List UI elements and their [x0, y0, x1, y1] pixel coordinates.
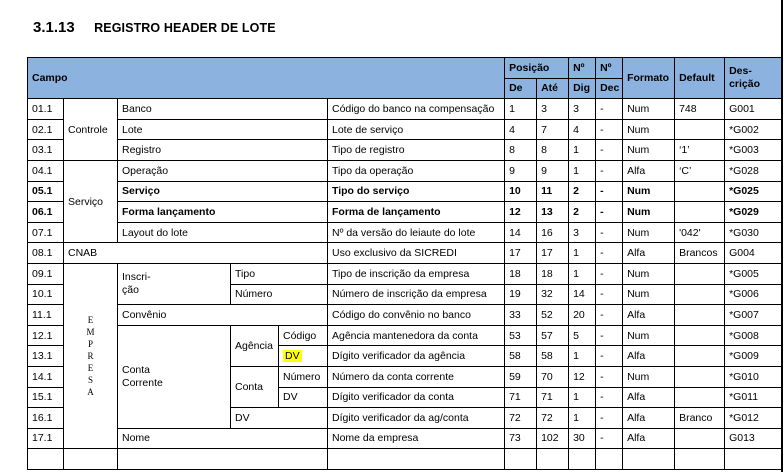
group-conta-corrente: Conta Corrente [118, 325, 231, 428]
table-cell: 03.1 [28, 140, 64, 161]
table-cell: '042' [675, 222, 725, 243]
header-campo: Campo [28, 58, 505, 99]
table-cell: 11.1 [28, 305, 64, 326]
table-cell: Alfa [623, 387, 675, 408]
table-cell: Número [231, 284, 328, 305]
table-cell: 17.1 [28, 428, 64, 449]
table-cell: *G007 [725, 305, 782, 326]
table-cell: 9 [505, 160, 537, 181]
table-cell: G001 [725, 99, 782, 120]
table-cell: Num [623, 284, 675, 305]
table-cell: - [596, 160, 623, 181]
table-cell: Alfa [623, 160, 675, 181]
table-cell: - [596, 346, 623, 367]
table-cell: Nº da versão do leiaute do lote [328, 222, 505, 243]
table-cell: 12 [569, 366, 596, 387]
table-cell: 9 [537, 160, 569, 181]
table-row [28, 305, 782, 326]
table-cell: - [596, 119, 623, 140]
table-cell: Operação [118, 160, 328, 181]
table-row [28, 222, 782, 243]
table-cell: DV [279, 387, 328, 408]
table-cell: Branco [675, 408, 725, 429]
table-cell: 8 [505, 140, 537, 161]
highlighted-dv: DV [285, 350, 300, 363]
header-ate: Até [537, 78, 569, 99]
table-cell: - [596, 243, 623, 264]
table-cell: 01.1 [28, 99, 64, 120]
table-cell: - [596, 387, 623, 408]
table-cell: 2 [569, 181, 596, 202]
table-cell [675, 366, 725, 387]
table-cell: 10.1 [28, 284, 64, 305]
table-cell: 05.1 [28, 181, 64, 202]
table-cell: Registro [118, 140, 328, 161]
header-de: De [505, 78, 537, 99]
table-cell [596, 449, 623, 470]
table-cell [725, 449, 782, 470]
table-cell: Alfa [623, 428, 675, 449]
table-cell: Convênio [118, 305, 328, 326]
table-cell: Alfa [623, 346, 675, 367]
table-cell: Tipo de inscrição da empresa [328, 263, 505, 284]
table-cell: *G009 [725, 346, 782, 367]
table-cell: 58 [537, 346, 569, 367]
table-cell: 8 [537, 140, 569, 161]
table-cell [675, 305, 725, 326]
table-cell: 1 [569, 346, 596, 367]
group-agencia: Agência [231, 325, 279, 366]
table-cell: 1 [569, 160, 596, 181]
table-cell: 20 [569, 305, 596, 326]
table-cell: Número de inscrição da empresa [328, 284, 505, 305]
table-cell: - [596, 263, 623, 284]
table-cell: Num [623, 263, 675, 284]
table-cell: Serviço [118, 181, 328, 202]
table-cell: 14 [569, 284, 596, 305]
table-cell: Num [623, 222, 675, 243]
table-cell: *G029 [725, 202, 782, 223]
table-cell: Num [623, 119, 675, 140]
table-cell: 1 [569, 408, 596, 429]
group-empresa: E M P R E S A [64, 263, 118, 448]
table-cell: G013 [725, 428, 782, 449]
table-cell: Num [623, 325, 675, 346]
table-cell: 4 [569, 119, 596, 140]
table-cell: 748 [675, 99, 725, 120]
table-cell: - [596, 408, 623, 429]
table-cell: 59 [505, 366, 537, 387]
table-cell: 12.1 [28, 325, 64, 346]
table-cell: *G003 [725, 140, 782, 161]
table-row [28, 263, 782, 284]
table-cell: 18 [505, 263, 537, 284]
table-row [28, 243, 782, 264]
table-cell: 3 [569, 222, 596, 243]
table-cell: Número da conta corrente [328, 366, 505, 387]
table-cell: 07.1 [28, 222, 64, 243]
table-cell: Nome da empresa [328, 428, 505, 449]
table-cell [328, 449, 505, 470]
table-cell [675, 181, 725, 202]
header-dig: Dig [569, 78, 596, 99]
table-cell: - [596, 366, 623, 387]
table-cell [675, 387, 725, 408]
section-title: REGISTRO HEADER DE LOTE [94, 21, 276, 35]
table-cell: Alfa [623, 243, 675, 264]
table-cell: 32 [537, 284, 569, 305]
header-dec: Dec [596, 78, 623, 99]
header-formato: Formato [623, 58, 675, 99]
table-cell: 06.1 [28, 202, 64, 223]
table-cell: 17 [537, 243, 569, 264]
table-cell: 1 [569, 140, 596, 161]
table-cell: Tipo [231, 263, 328, 284]
table-cell: 13 [537, 202, 569, 223]
table-cell: Número [279, 366, 328, 387]
table-cell: 1 [505, 99, 537, 120]
table-cell: 12 [505, 202, 537, 223]
table-cell: 2 [569, 202, 596, 223]
table-cell: Alfa [623, 305, 675, 326]
table-header-row [28, 58, 782, 79]
table-cell: *G011 [725, 387, 782, 408]
table-cell: 71 [505, 387, 537, 408]
table-cell [675, 346, 725, 367]
table-cell [675, 119, 725, 140]
table-cell: 57 [537, 325, 569, 346]
table-cell [118, 449, 328, 470]
table-cell: 14 [505, 222, 537, 243]
header-posicao: Posição [505, 58, 569, 79]
table-row [28, 99, 782, 120]
table-cell: *G005 [725, 263, 782, 284]
table-row [28, 140, 782, 161]
header-lote-table [27, 57, 782, 470]
table-cell: 4 [505, 119, 537, 140]
group-cnab: CNAB [64, 243, 328, 264]
header-no: Nº [569, 58, 596, 79]
table-cell: - [596, 428, 623, 449]
table-cell: Dígito verificador da conta [328, 387, 505, 408]
table-cell: *G012 [725, 408, 782, 429]
table-cell: *G006 [725, 284, 782, 305]
table-cell [675, 449, 725, 470]
table-cell: ‘1’ [675, 140, 725, 161]
table-cell: Tipo de registro [328, 140, 505, 161]
table-cell: Nome [118, 428, 328, 449]
table-cell: 08.1 [28, 243, 64, 264]
table-row [28, 202, 782, 223]
header-descricao: Des- crição [725, 58, 782, 99]
table-cell [675, 325, 725, 346]
table-cell: Dígito verificador da ag/conta [328, 408, 505, 429]
table-cell: 102 [537, 428, 569, 449]
table-cell: Brancos [675, 243, 725, 264]
table-cell: - [596, 284, 623, 305]
table-cell: Alfa [623, 408, 675, 429]
table-cell: - [596, 140, 623, 161]
section-number: 3.1.13 [33, 19, 75, 36]
table-cell: Num [623, 366, 675, 387]
table-cell: - [596, 325, 623, 346]
table-cell: 70 [537, 366, 569, 387]
page-right-border [781, 0, 783, 472]
table-cell: 3 [537, 99, 569, 120]
table-cell: Agência mantenedora da conta [328, 325, 505, 346]
table-cell: 18 [537, 263, 569, 284]
table-cell: 30 [569, 428, 596, 449]
table-cell: 15.1 [28, 387, 64, 408]
table-cell: 7 [537, 119, 569, 140]
table-cell: 13.1 [28, 346, 64, 367]
table-cell: *G008 [725, 325, 782, 346]
table-row [28, 181, 782, 202]
table-cell: Num [623, 140, 675, 161]
table-cell: 02.1 [28, 119, 64, 140]
table-cell: 1 [569, 263, 596, 284]
table-cell: 58 [505, 346, 537, 367]
highlighted-dv-cell [279, 346, 328, 367]
table-row [28, 160, 782, 181]
table-cell: 17 [505, 243, 537, 264]
table-cell: Layout do lote [118, 222, 328, 243]
table-cell: *G028 [725, 160, 782, 181]
table-cell: 16 [537, 222, 569, 243]
table-cell [569, 449, 596, 470]
table-cell: Tipo do serviço [328, 181, 505, 202]
table-cell: *G030 [725, 222, 782, 243]
table-cell: 09.1 [28, 263, 64, 284]
table-cell: Código do banco na compensação [328, 99, 505, 120]
table-cell: DV [231, 408, 328, 429]
table-cell: Tipo da operação [328, 160, 505, 181]
table-cell: 04.1 [28, 160, 64, 181]
table-cell: *G010 [725, 366, 782, 387]
table-cell: 3 [569, 99, 596, 120]
table-cell [28, 449, 64, 470]
table-cell: Num [623, 181, 675, 202]
table-cell: 5 [569, 325, 596, 346]
table-cell [505, 449, 537, 470]
table-cell: Num [623, 99, 675, 120]
table-cell: *G002 [725, 119, 782, 140]
table-cell: Código [279, 325, 328, 346]
group-inscricao: Inscri- ção [118, 263, 231, 304]
table-cell: 1 [569, 387, 596, 408]
table-row [28, 325, 782, 346]
table-cell [537, 449, 569, 470]
table-cell: - [596, 305, 623, 326]
group-controle: Controle [64, 99, 118, 161]
table-row-partial [28, 449, 782, 470]
table-cell [675, 284, 725, 305]
table-cell: Forma de lançamento [328, 202, 505, 223]
table-cell: 19 [505, 284, 537, 305]
table-cell: - [596, 202, 623, 223]
table-cell: *G025 [725, 181, 782, 202]
table-cell [64, 449, 118, 470]
table-cell: 71 [537, 387, 569, 408]
table-cell: - [596, 222, 623, 243]
table-cell: Banco [118, 99, 328, 120]
table-cell: Lote [118, 119, 328, 140]
group-servico: Serviço [64, 160, 118, 242]
table-cell: 72 [537, 408, 569, 429]
table-cell: Forma lançamento [118, 202, 328, 223]
table-cell [675, 263, 725, 284]
table-cell: 16.1 [28, 408, 64, 429]
table-cell: 10 [505, 181, 537, 202]
table-cell: 11 [537, 181, 569, 202]
section-heading [33, 19, 276, 37]
table-cell: Lote de serviço [328, 119, 505, 140]
table-cell [623, 449, 675, 470]
table-cell [675, 202, 725, 223]
table-cell: G004 [725, 243, 782, 264]
table-cell: - [596, 181, 623, 202]
table-cell: Código do convênio no banco [328, 305, 505, 326]
table-row [28, 428, 782, 449]
table-cell: 52 [537, 305, 569, 326]
table-cell: Num [623, 202, 675, 223]
table-cell: 14.1 [28, 366, 64, 387]
table-row [28, 119, 782, 140]
table-cell: 72 [505, 408, 537, 429]
table-cell [675, 428, 725, 449]
table-cell: 1 [569, 243, 596, 264]
table-cell: 53 [505, 325, 537, 346]
group-conta: Conta [231, 366, 279, 407]
table-cell: 73 [505, 428, 537, 449]
table-cell: Dígito verificador da agência [328, 346, 505, 367]
table-cell: Uso exclusivo da SICREDI [328, 243, 505, 264]
table-cell: ‘C’ [675, 160, 725, 181]
header-no-dec: Nº [596, 58, 623, 79]
table-cell: - [596, 99, 623, 120]
table-cell: 33 [505, 305, 537, 326]
header-default: Default [675, 58, 725, 99]
